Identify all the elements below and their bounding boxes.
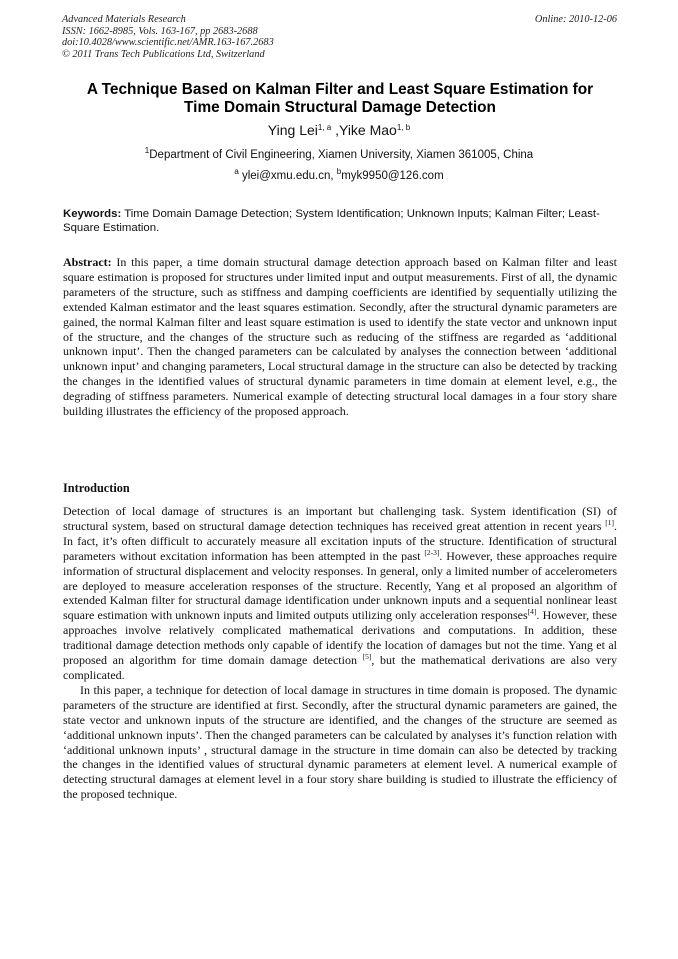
abstract-text: In this paper, a time domain structural damage detection approach based on Kalman filter and least square estimation is proposed for structures under limited input and output measurements. First of all, the dynamic parameters of the structure, such as stiffness and damping coefficients are identified by sequentially utilizing the extended Kalman estimator and the least squares estimation. Secondly, after the structural dynamic parameters are gained, the normal Kalman filter and least square estimation is used to identify the state vector and unknown input of the structure, and the changes of the structure such as reducing of the stiffness are regarded as ‘additional unknown input’. Then the changed parameters can be calculated by analyses the connection between ‘additional unknown input’ and changing parameters, Local structural damage in the structure can also be detected by tracking the changes in the identified values of structural dynamic parameters in time domain at element level, e.g., the degrading of stiffness parameters. Numerical example of detecting structural local damages in a four story share building illustrates the efficiency of the proposed approach. [63, 255, 617, 419]
email-sup: b [336, 167, 342, 176]
copyright-line: © 2011 Trans Tech Publications Ltd, Switzerland [62, 48, 265, 60]
author-name: Ying Lei [267, 122, 318, 138]
affiliation-text: Department of Civil Engineering, Xiamen University, Xiamen 361005, China [149, 149, 534, 161]
paragraph-text: . However, these approaches involve relatively complicated mathematical derivations and computations. In addition, these traditional damage detection methods only capable of identify the location of damages but not the time. Yang et al proposed an algorithm for time domain damage detection [63, 608, 617, 668]
author-sup: 1, a [317, 123, 332, 132]
introduction-body [63, 504, 617, 802]
paragraph-text: , but the mathematical derivations are also very complicated. [63, 653, 617, 682]
affiliation [0, 148, 678, 162]
abstract-label: Abstract: [63, 255, 112, 269]
email-sup: a [234, 167, 239, 176]
title-line-1: A Technique Based on Kalman Filter and Least Square Estimation for [86, 81, 594, 98]
doi-line: doi:10.4028/www.scientific.net/AMR.163-167.2683 [62, 37, 274, 49]
issn-line: ISSN: 1662-8985, Vols. 163-167, pp 2683-2688 [62, 25, 258, 37]
paragraph: In this paper, a technique for detection of local damage in structures in time domain is proposed. The dynamic parameters of the structure are identified at first. Secondly, after the structural dynamic parameters are gained, the state vector and unknown inputs of the structure are identified, and the changes of the structure are seemed as ‘additional unknown inputs’. Then the changed parameters can be calculated by analyses it’s function relation with ‘additional unknown inputs’ , structural damage in the structure in time domain can also be detected by tracking the changes in the identified values of structural dynamic parameters at element level. A numerical example of detecting structural damages at element level in a four story share building is studied to illustrate the efficiency of the proposed technique. [63, 682, 617, 802]
citation-ref: [4] [527, 607, 537, 617]
email-address: myk9950@126.com [341, 170, 444, 182]
citation-ref: [2-3] [424, 547, 440, 557]
author-sup: 1, b [396, 123, 411, 132]
paragraph-text: . In fact, it’s often difficult to accurately measure all excitation inputs of the structure. Identification of structural parameters without excitation information has been attempted in the past [63, 518, 617, 563]
author-list [0, 122, 678, 139]
author-separator: , [331, 122, 339, 138]
title-line-2: Time Domain Structural Damage Detection [184, 99, 496, 116]
keywords [63, 207, 617, 236]
keywords-text: Time Domain Damage Detection; System Identification; Unknown Inputs; Kalman Filter; Least-Square Estimation. [63, 208, 600, 235]
citation-ref: [1] [605, 517, 614, 527]
journal-header [62, 14, 617, 60]
section-heading: Introduction [63, 481, 130, 495]
keywords-label: Keywords: [63, 208, 122, 220]
affiliation-sup: 1 [144, 146, 150, 155]
journal-name: Advanced Materials Research [62, 14, 186, 25]
online-date: Online: 2010-12-06 [534, 14, 617, 25]
citation-ref: [5] [362, 652, 372, 662]
email-address: ylei@xmu.edu.cn, [238, 170, 337, 182]
paragraph-text: . However, these approaches require information of structural displacement and velocity responses. In general, only a limited number of accelerometers are deployed to measure acceleration responses of the structure. Recently, Yang et al proposed an algorithm of extended Kalman filter for structural damage identification under unknown inputs and a sequential nonlinear least square estimation with unknown inputs and limited outputs utilizing only acceleration responses [63, 548, 618, 623]
abstract [63, 255, 617, 419]
paragraph [63, 504, 617, 683]
email-line [0, 169, 678, 183]
author-name: Yike Mao [339, 122, 397, 138]
paper-title [40, 81, 640, 117]
paragraph-text: Detection of local damage of structures is an important but challenging task. System identification (SI) of structural system, based on structural damage detection techniques has received great attention in recent years [63, 504, 617, 533]
